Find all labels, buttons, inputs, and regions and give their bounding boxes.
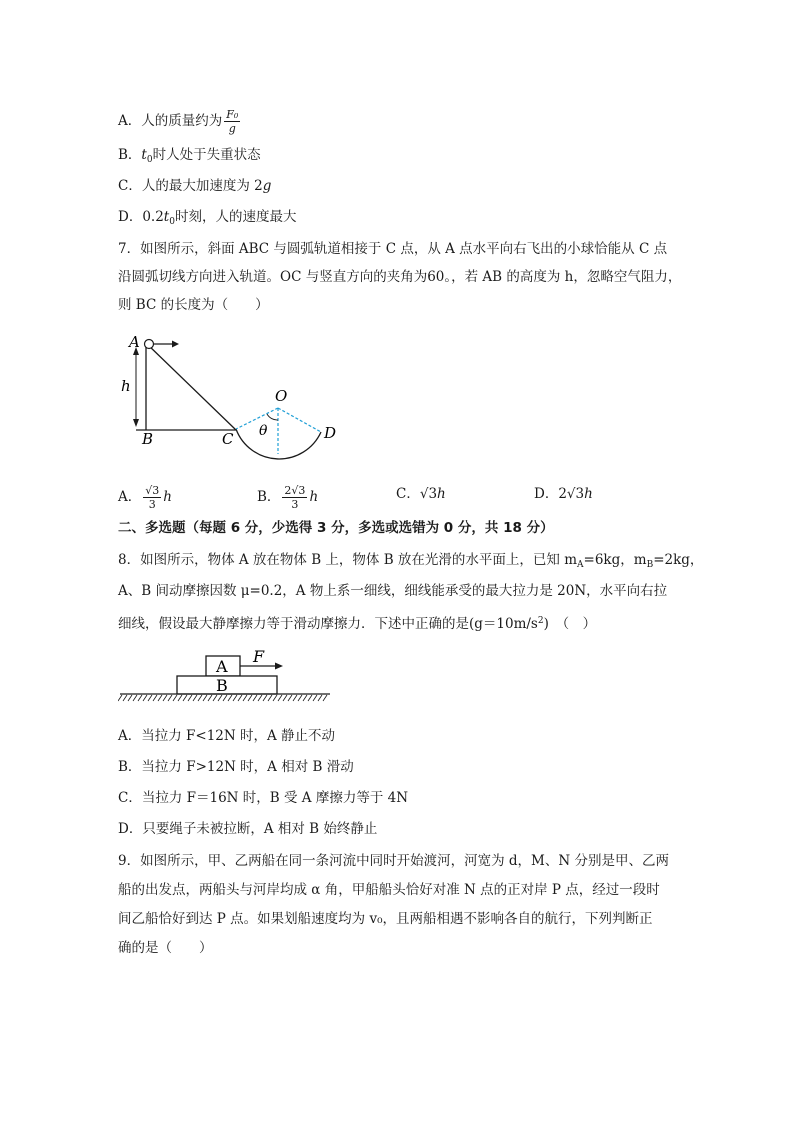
hatch-line bbox=[193, 695, 197, 701]
angle-theta-arc bbox=[267, 414, 278, 420]
hatch-line bbox=[158, 695, 162, 701]
hatch-line bbox=[163, 695, 167, 701]
hatch-line bbox=[138, 695, 142, 701]
option-label: D．0.2 bbox=[118, 209, 164, 225]
hatch-line bbox=[213, 695, 217, 701]
subscript: 0 bbox=[146, 155, 153, 165]
text: 8．如图所示，物体 A 放在物体 B 上，物体 B 放在光滑的水平面上，已知 m bbox=[118, 552, 578, 568]
hatch-line bbox=[263, 695, 267, 701]
option-value: √3 bbox=[419, 486, 438, 502]
label-o: O bbox=[275, 387, 288, 405]
label-c: C bbox=[222, 430, 234, 448]
hatch-line bbox=[273, 695, 277, 701]
q7-option-c bbox=[396, 484, 446, 504]
fraction-numerator: F₀ bbox=[226, 108, 239, 121]
ground-hatching bbox=[118, 695, 327, 701]
hatch-line bbox=[123, 695, 127, 701]
label-f: F bbox=[253, 647, 265, 666]
q6-option-a-fraction bbox=[224, 108, 240, 135]
arrow-head bbox=[172, 341, 179, 348]
text: ) （ ） bbox=[543, 616, 597, 632]
text: =2kg， bbox=[653, 552, 704, 568]
q8-figure bbox=[118, 645, 333, 707]
subscript: B bbox=[646, 560, 654, 570]
q6-option-a-text: A．人的质量约为 bbox=[118, 113, 223, 129]
q6-option-c bbox=[118, 176, 271, 196]
hatch-line bbox=[248, 695, 252, 701]
section-title-multiple-choice: 二、多选题（每题 6 分，少选得 3 分，多选或选错为 0 分，共 18 分） bbox=[118, 520, 554, 536]
hatch-line bbox=[178, 695, 182, 701]
q7-stem-line-1: 7．如图所示，斜面 ABC 与圆弧轨道相接于 C 点，从 A 点水平向右飞出的小球恰能从 C 点 bbox=[118, 241, 668, 257]
hatch-line bbox=[318, 695, 322, 701]
hatch-line bbox=[293, 695, 297, 701]
q7-stem-line-3: 则 BC 的长度为（ ） bbox=[118, 297, 269, 313]
q8-option-d: D．只要绳子未被拉断，A 相对 B 始终静止 bbox=[118, 821, 378, 837]
hatch-line bbox=[283, 695, 287, 701]
hatch-line bbox=[143, 695, 147, 701]
hatch-line bbox=[128, 695, 132, 701]
q6-option-d bbox=[118, 207, 296, 232]
superscript: 2 bbox=[537, 616, 544, 626]
q7-option-a bbox=[118, 484, 172, 511]
option-value: 2√3 bbox=[558, 486, 585, 502]
hatch-line bbox=[258, 695, 262, 701]
hatch-line bbox=[208, 695, 212, 701]
hatch-line bbox=[233, 695, 237, 701]
fraction-numerator: 2√3 bbox=[284, 484, 306, 497]
text: 细线，假设最大静摩擦力等于滑动摩擦力．下述中正确的是(g＝10m/s bbox=[118, 616, 538, 632]
q8-stem-line-3 bbox=[118, 611, 596, 634]
var-h: h bbox=[437, 486, 446, 502]
fraction-denominator: 3 bbox=[148, 498, 156, 511]
hatch-line bbox=[253, 695, 257, 701]
hatch-line bbox=[168, 695, 172, 701]
hatch-line bbox=[228, 695, 232, 701]
hatch-line bbox=[243, 695, 247, 701]
hatch-line bbox=[313, 695, 317, 701]
hatch-line bbox=[218, 695, 222, 701]
hatch-line bbox=[203, 695, 207, 701]
option-label: B． bbox=[257, 489, 281, 505]
option-label: D． bbox=[534, 486, 559, 502]
option-text: 时人处于失重状态 bbox=[152, 147, 261, 163]
hatch-line bbox=[188, 695, 192, 701]
hatch-line bbox=[303, 695, 307, 701]
hatch-line bbox=[118, 695, 122, 701]
option-text: C．人的最大加速度为 2 bbox=[118, 178, 263, 194]
hatch-line bbox=[133, 695, 137, 701]
var-h: h bbox=[163, 489, 172, 505]
hatch-line bbox=[308, 695, 312, 701]
option-label: B． bbox=[118, 147, 142, 163]
q6-option-b bbox=[118, 145, 261, 170]
subscript: A bbox=[577, 560, 584, 570]
ball bbox=[145, 340, 154, 349]
fraction-denominator: g bbox=[228, 122, 236, 135]
q6-option-a bbox=[118, 108, 242, 135]
q7-option-d bbox=[534, 484, 593, 504]
option-fraction bbox=[282, 484, 307, 511]
incline-ac bbox=[146, 343, 236, 430]
q8-stem-line-2: A、B 间动摩擦因数 μ=0.2，A 物上系一细线，细线能承受的最大拉力是 20N，水平向右拉 bbox=[118, 583, 668, 599]
label-a: A bbox=[216, 657, 228, 676]
var-g: g bbox=[262, 178, 272, 194]
q9-stem-line-2: 船的出发点，两船头与河岸均成 α 角，甲船船头恰好对准 N 点的正对岸 P 点，经过一段时 bbox=[118, 882, 660, 898]
q8-option-b: B．当拉力 F>12N 时，A 相对 B 滑动 bbox=[118, 759, 354, 775]
q9-stem-line-1: 9．如图所示，甲、乙两船在同一条河流中同时开始渡河，河宽为 d，M、N 分别是甲、乙两 bbox=[118, 853, 669, 869]
option-label: A． bbox=[118, 489, 142, 505]
hatch-line bbox=[323, 695, 327, 701]
hatch-line bbox=[298, 695, 302, 701]
label-b: B bbox=[142, 430, 154, 448]
label-h: h bbox=[121, 377, 131, 395]
var-h: h bbox=[309, 489, 319, 505]
var-t: t bbox=[163, 209, 170, 225]
var-t: t bbox=[141, 147, 147, 163]
q9-stem-line-3: 间乙船恰好到达 P 点。如果划船速度均为 v₀，且两船相遇不影响各自的航行，下列判断正 bbox=[118, 911, 653, 927]
hatch-line bbox=[148, 695, 152, 701]
label-d: D bbox=[324, 424, 337, 442]
text: =6kg，m bbox=[583, 552, 647, 568]
q7-stem-line-2: 沿圆弧切线方向进入轨道。OC 与竖直方向的夹角为60。，若 AB 的高度为 h，忽略空气阻力， bbox=[118, 269, 682, 285]
q8-stem-line-1 bbox=[118, 550, 703, 575]
subscript: 0 bbox=[169, 217, 175, 227]
arrow-head bbox=[133, 419, 139, 427]
hatch-line bbox=[173, 695, 177, 701]
q9-stem-line-4: 确的是（ ） bbox=[118, 940, 213, 956]
radius-od bbox=[278, 408, 321, 432]
hatch-line bbox=[153, 695, 157, 701]
fraction-denominator: 3 bbox=[291, 498, 299, 511]
arrow-head bbox=[275, 663, 283, 670]
label-b: B bbox=[216, 676, 228, 695]
hatch-line bbox=[238, 695, 242, 701]
hatch-line bbox=[268, 695, 272, 701]
hatch-line bbox=[223, 695, 227, 701]
label-a: A bbox=[129, 333, 140, 351]
option-text: 时刻，人的速度最大 bbox=[174, 209, 297, 225]
fraction-numerator: √3 bbox=[145, 484, 160, 497]
hatch-line bbox=[198, 695, 202, 701]
q8-option-a: A．当拉力 F<12N 时，A 静止不动 bbox=[118, 728, 336, 744]
q7-options bbox=[118, 476, 678, 512]
var-h: h bbox=[584, 486, 593, 502]
hatch-line bbox=[278, 695, 282, 701]
q8-option-c: C．当拉力 F＝16N 时，B 受 A 摩擦力等于 4N bbox=[118, 790, 409, 806]
hatch-line bbox=[288, 695, 292, 701]
hatch-line bbox=[183, 695, 187, 701]
q7-option-b bbox=[257, 484, 318, 511]
option-fraction bbox=[143, 484, 161, 511]
option-label: C． bbox=[396, 486, 420, 502]
q7-figure bbox=[110, 325, 350, 465]
label-theta: θ bbox=[259, 423, 268, 439]
